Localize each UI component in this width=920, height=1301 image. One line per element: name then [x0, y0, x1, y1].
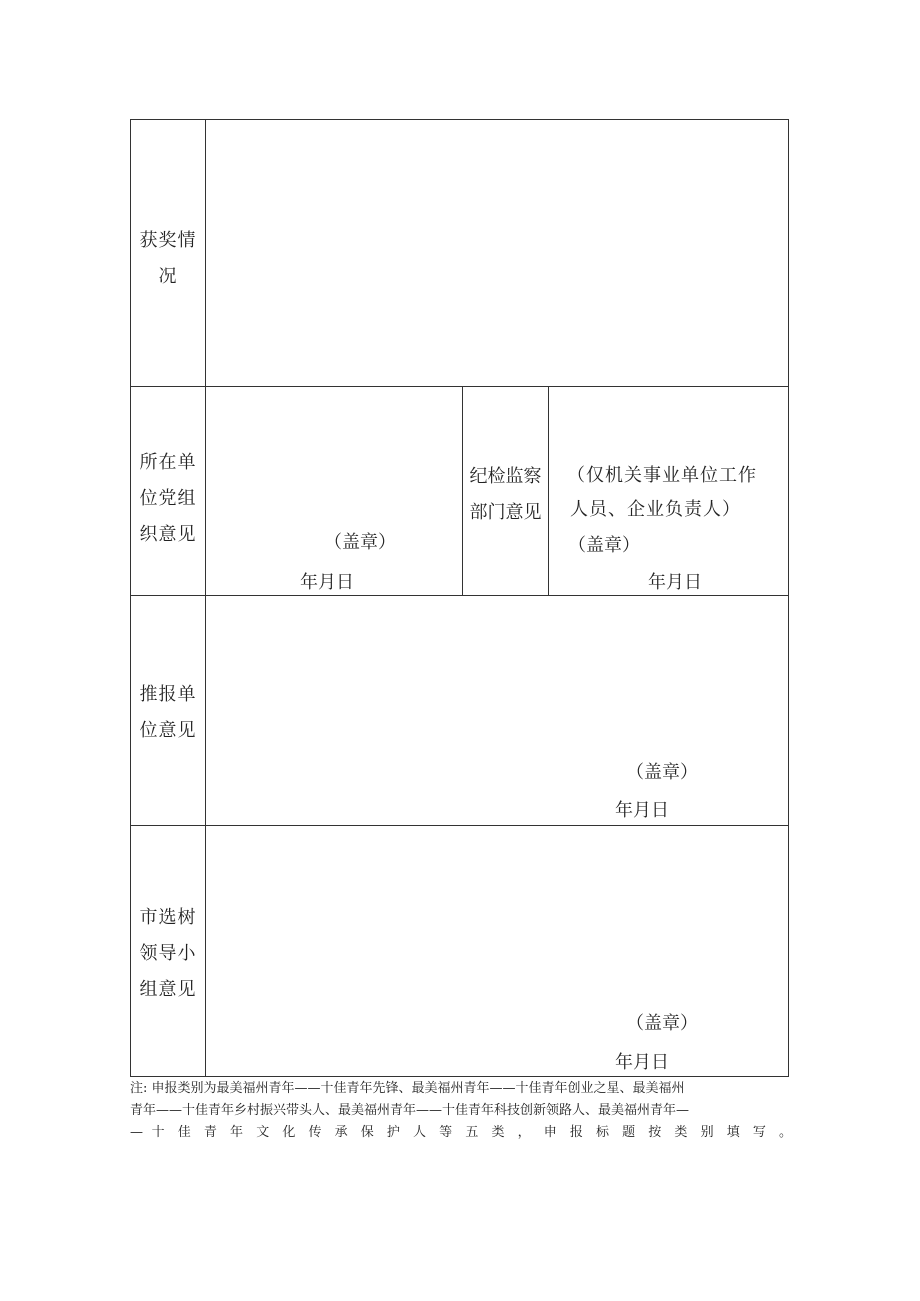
row-divider [130, 825, 789, 826]
recommend-seal: （盖章） [626, 762, 698, 783]
application-form-table [130, 119, 789, 1077]
leadership-label-line1: 市选树 [139, 907, 197, 928]
leadership-seal: （盖章） [626, 1013, 698, 1034]
party-org-label [130, 445, 206, 553]
discipline-label-line2: 部门意见 [469, 502, 542, 523]
party-org-label-line3: 织意见 [139, 524, 197, 545]
discipline-label [463, 459, 548, 531]
party-org-date: 年月日 [300, 572, 354, 593]
table-border-bottom [130, 1076, 789, 1077]
awards-label-line1: 获奖情 [139, 230, 197, 251]
party-org-label-line2: 位党组 [139, 488, 197, 509]
table-border-right [788, 119, 789, 1077]
awards-label-line2: 况 [158, 266, 178, 287]
row-divider [130, 386, 789, 387]
footnote-line3: — 十 佳 青 年 文 化 传 承 保 护 人 等 五 类 ， 申 报 标 题 按 类 别 填 写 。 [130, 1125, 792, 1140]
awards-label [130, 223, 206, 295]
recommend-label [130, 677, 206, 749]
recommend-label-line2: 位意见 [139, 720, 197, 741]
discipline-divider-right [548, 386, 549, 596]
discipline-scope-note-line2: 人员、企业负责人） [570, 499, 741, 520]
party-org-seal: （盖章） [324, 532, 396, 553]
discipline-scope-note-line1: （仅机关事业单位工作 [567, 465, 757, 486]
recommend-date: 年月日 [615, 800, 669, 821]
leadership-date: 年月日 [615, 1052, 669, 1073]
footnote-line2: 青年——十佳青年乡村振兴带头人、最美福州青年——十佳青年科技创新领路人、最美福州青年— [130, 1103, 690, 1118]
recommend-label-line1: 推报单 [139, 684, 197, 705]
footnote-line1: 注: 申报类别为最美福州青年——十佳青年先锋、最美福州青年——十佳青年创业之星、最美福州 [130, 1081, 685, 1096]
party-org-label-line1: 所在单 [139, 452, 197, 473]
leadership-label-line3: 组意见 [139, 979, 197, 1000]
discipline-label-line1: 纪检监察 [469, 466, 542, 487]
discipline-seal: （盖章） [568, 535, 640, 556]
footnote [130, 1078, 792, 1144]
leadership-label-line2: 领导小 [139, 943, 197, 964]
leadership-label [130, 900, 206, 1008]
discipline-date: 年月日 [648, 572, 702, 593]
awards-content-cell[interactable] [206, 120, 788, 386]
